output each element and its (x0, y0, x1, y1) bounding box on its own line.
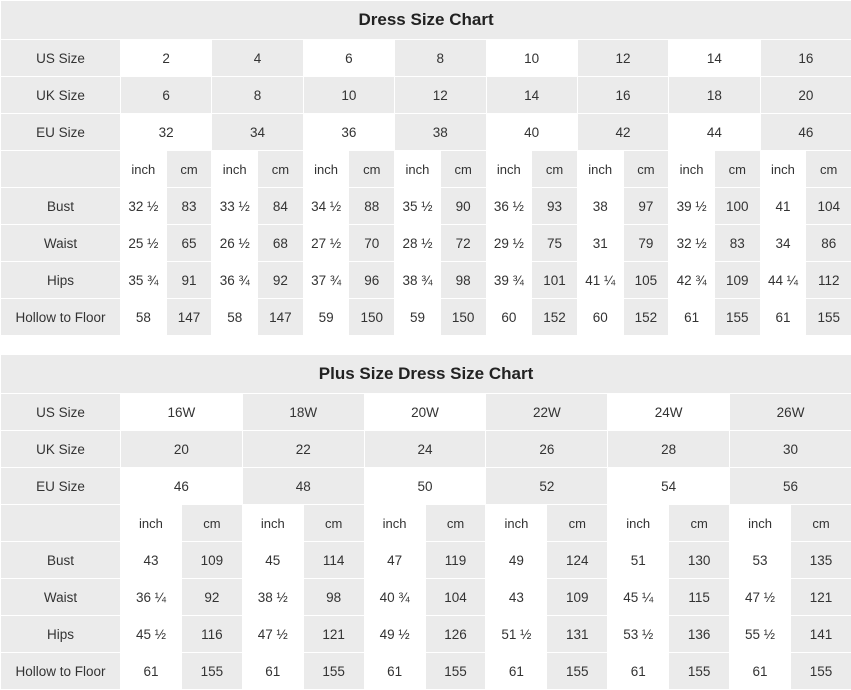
measure-value: 90 (440, 188, 486, 225)
measure-value: 47 ½ (242, 616, 303, 653)
measure-value: 49 (486, 542, 547, 579)
measure-value: 61 (669, 299, 715, 336)
unit-label: cm (440, 151, 486, 188)
size-value: 36 (303, 114, 394, 151)
measure-value: 51 (608, 542, 669, 579)
measure-value: 68 (258, 225, 304, 262)
unit-label: inch (303, 151, 349, 188)
row-label: UK Size (1, 431, 121, 468)
size-value: 38 (395, 114, 486, 151)
measure-value: 43 (486, 579, 547, 616)
size-value: 42 (577, 114, 668, 151)
measure-value: 43 (121, 542, 182, 579)
size-value: 16W (121, 394, 243, 431)
unit-label: inch (212, 151, 258, 188)
measure-value: 58 (212, 299, 258, 336)
measure-value: 41 (760, 188, 806, 225)
unit-label: inch (577, 151, 623, 188)
measure-value: 88 (349, 188, 395, 225)
measure-value: 45 (242, 542, 303, 579)
measure-value: 75 (532, 225, 578, 262)
chart-title-row (1, 1, 851, 40)
measure-value: 32 ½ (669, 225, 715, 262)
size-value: 32 (121, 114, 212, 151)
measure-row (1, 616, 851, 653)
measure-value: 147 (258, 299, 304, 336)
size-value: 24W (608, 394, 730, 431)
chart-title: Plus Size Dress Size Chart (1, 355, 851, 394)
measure-row (1, 262, 851, 299)
measure-value: 116 (181, 616, 242, 653)
measure-value: 155 (425, 653, 486, 690)
size-value: 14 (486, 77, 577, 114)
measure-value: 93 (532, 188, 578, 225)
measure-value: 121 (790, 579, 851, 616)
size-value: 20 (760, 77, 851, 114)
measure-value: 45 ½ (121, 616, 182, 653)
measure-value: 115 (669, 579, 730, 616)
size-value: 6 (121, 77, 212, 114)
measure-value: 39 ¾ (486, 262, 532, 299)
measure-value: 91 (166, 262, 212, 299)
measure-value: 109 (547, 579, 608, 616)
unit-label: cm (532, 151, 578, 188)
row-label: Hollow to Floor (1, 653, 121, 690)
measure-value: 130 (669, 542, 730, 579)
row-label: Waist (1, 579, 121, 616)
measure-value: 86 (806, 225, 851, 262)
measure-value: 155 (181, 653, 242, 690)
unit-label: cm (623, 151, 669, 188)
unit-row (1, 151, 851, 188)
measure-value: 109 (181, 542, 242, 579)
unit-label: cm (547, 505, 608, 542)
measure-value: 35 ¾ (121, 262, 167, 299)
measure-value: 38 (577, 188, 623, 225)
measure-value: 32 ½ (121, 188, 167, 225)
unit-label: cm (349, 151, 395, 188)
measure-value: 83 (714, 225, 760, 262)
measure-value: 121 (303, 616, 364, 653)
size-value: 44 (669, 114, 760, 151)
unit-label: inch (395, 151, 441, 188)
row-label: EU Size (1, 114, 121, 151)
size-value: 16 (760, 40, 851, 77)
measure-value: 36 ¾ (212, 262, 258, 299)
unit-label: cm (669, 505, 730, 542)
measure-value: 33 ½ (212, 188, 258, 225)
size-row (1, 468, 851, 505)
size-value: 18 (669, 77, 760, 114)
measure-value: 41 ¼ (577, 262, 623, 299)
size-value: 6 (303, 40, 394, 77)
size-value: 18W (242, 394, 364, 431)
size-value: 22 (242, 431, 364, 468)
measure-value: 150 (349, 299, 395, 336)
size-row (1, 77, 851, 114)
measure-value: 36 ¼ (121, 579, 182, 616)
row-label: Hollow to Floor (1, 299, 121, 336)
plus-size-dress-size-chart-table (0, 354, 851, 690)
row-label (1, 151, 121, 188)
measure-value: 135 (790, 542, 851, 579)
size-value: 8 (395, 40, 486, 77)
measure-value: 38 ¾ (395, 262, 441, 299)
chart-separator (0, 336, 851, 354)
measure-row (1, 225, 851, 262)
size-value: 28 (608, 431, 730, 468)
measure-value: 61 (730, 653, 791, 690)
unit-label: inch (730, 505, 791, 542)
measure-value: 84 (258, 188, 304, 225)
measure-value: 155 (303, 653, 364, 690)
size-value: 10 (486, 40, 577, 77)
measure-value: 114 (303, 542, 364, 579)
measure-value: 25 ½ (121, 225, 167, 262)
measure-value: 92 (258, 262, 304, 299)
measure-row (1, 188, 851, 225)
measure-value: 96 (349, 262, 395, 299)
measure-value: 61 (760, 299, 806, 336)
measure-value: 65 (166, 225, 212, 262)
measure-value: 47 ½ (730, 579, 791, 616)
unit-row (1, 505, 851, 542)
row-label (1, 505, 121, 542)
unit-label: inch (669, 151, 715, 188)
measure-value: 26 ½ (212, 225, 258, 262)
measure-value: 147 (166, 299, 212, 336)
measure-value: 61 (364, 653, 425, 690)
unit-label: cm (181, 505, 242, 542)
size-value: 52 (486, 468, 608, 505)
measure-value: 47 (364, 542, 425, 579)
measure-value: 98 (440, 262, 486, 299)
size-value: 46 (760, 114, 851, 151)
row-label: Hips (1, 616, 121, 653)
size-value: 20 (121, 431, 243, 468)
measure-value: 104 (806, 188, 851, 225)
measure-value: 55 ½ (730, 616, 791, 653)
unit-label: inch (486, 505, 547, 542)
size-value: 30 (730, 431, 851, 468)
measure-value: 60 (577, 299, 623, 336)
measure-value: 59 (395, 299, 441, 336)
dress-size-chart-table (0, 0, 851, 336)
size-value: 48 (242, 468, 364, 505)
measure-value: 152 (532, 299, 578, 336)
chart-title: Dress Size Chart (1, 1, 851, 40)
unit-label: cm (790, 505, 851, 542)
measure-value: 72 (440, 225, 486, 262)
measure-value: 53 (730, 542, 791, 579)
size-value: 22W (486, 394, 608, 431)
measure-row (1, 542, 851, 579)
size-value: 24 (364, 431, 486, 468)
size-value: 50 (364, 468, 486, 505)
measure-value: 35 ½ (395, 188, 441, 225)
measure-value: 141 (790, 616, 851, 653)
measure-value: 136 (669, 616, 730, 653)
size-value: 34 (212, 114, 303, 151)
size-row (1, 114, 851, 151)
unit-label: cm (806, 151, 851, 188)
measure-value: 37 ¾ (303, 262, 349, 299)
size-value: 8 (212, 77, 303, 114)
measure-value: 124 (547, 542, 608, 579)
measure-value: 61 (486, 653, 547, 690)
size-value: 14 (669, 40, 760, 77)
size-value: 4 (212, 40, 303, 77)
row-label: Hips (1, 262, 121, 299)
measure-value: 51 ½ (486, 616, 547, 653)
measure-value: 34 (760, 225, 806, 262)
unit-label: inch (242, 505, 303, 542)
measure-value: 34 ½ (303, 188, 349, 225)
measure-value: 98 (303, 579, 364, 616)
size-value: 56 (730, 468, 851, 505)
measure-row (1, 579, 851, 616)
measure-value: 49 ½ (364, 616, 425, 653)
size-value: 16 (577, 77, 668, 114)
size-value: 26 (486, 431, 608, 468)
size-value: 46 (121, 468, 243, 505)
size-row (1, 40, 851, 77)
measure-value: 36 ½ (486, 188, 532, 225)
measure-value: 155 (714, 299, 760, 336)
measure-value: 155 (806, 299, 851, 336)
unit-label: cm (714, 151, 760, 188)
size-value: 40 (486, 114, 577, 151)
row-label: Bust (1, 542, 121, 579)
dress-size-chart (0, 0, 851, 336)
size-value: 12 (395, 77, 486, 114)
measure-value: 38 ½ (242, 579, 303, 616)
measure-value: 28 ½ (395, 225, 441, 262)
unit-label: inch (760, 151, 806, 188)
measure-value: 61 (121, 653, 182, 690)
size-value: 12 (577, 40, 668, 77)
measure-value: 44 ¼ (760, 262, 806, 299)
measure-value: 104 (425, 579, 486, 616)
measure-value: 101 (532, 262, 578, 299)
measure-value: 155 (790, 653, 851, 690)
unit-label: inch (121, 505, 182, 542)
measure-value: 105 (623, 262, 669, 299)
row-label: Bust (1, 188, 121, 225)
unit-label: cm (258, 151, 304, 188)
measure-value: 40 ¾ (364, 579, 425, 616)
unit-label: cm (425, 505, 486, 542)
size-value: 26W (730, 394, 851, 431)
measure-value: 150 (440, 299, 486, 336)
measure-value: 152 (623, 299, 669, 336)
measure-value: 39 ½ (669, 188, 715, 225)
row-label: Waist (1, 225, 121, 262)
measure-value: 119 (425, 542, 486, 579)
measure-value: 79 (623, 225, 669, 262)
measure-value: 27 ½ (303, 225, 349, 262)
plus-size-dress-size-chart (0, 354, 851, 690)
size-value: 10 (303, 77, 394, 114)
unit-label: inch (121, 151, 167, 188)
measure-value: 100 (714, 188, 760, 225)
chart-title-row (1, 355, 851, 394)
unit-label: cm (303, 505, 364, 542)
measure-value: 109 (714, 262, 760, 299)
unit-label: inch (486, 151, 532, 188)
measure-value: 58 (121, 299, 167, 336)
size-value: 2 (121, 40, 212, 77)
measure-row (1, 299, 851, 336)
measure-value: 45 ¼ (608, 579, 669, 616)
measure-value: 155 (669, 653, 730, 690)
unit-label: cm (166, 151, 212, 188)
measure-value: 42 ¾ (669, 262, 715, 299)
size-value: 20W (364, 394, 486, 431)
measure-value: 92 (181, 579, 242, 616)
row-label: EU Size (1, 468, 121, 505)
unit-label: inch (608, 505, 669, 542)
unit-label: inch (364, 505, 425, 542)
measure-value: 60 (486, 299, 532, 336)
measure-value: 31 (577, 225, 623, 262)
measure-value: 83 (166, 188, 212, 225)
measure-value: 59 (303, 299, 349, 336)
measure-value: 126 (425, 616, 486, 653)
row-label: UK Size (1, 77, 121, 114)
size-value: 54 (608, 468, 730, 505)
measure-value: 53 ½ (608, 616, 669, 653)
measure-row (1, 653, 851, 690)
size-row (1, 394, 851, 431)
measure-value: 155 (547, 653, 608, 690)
measure-value: 131 (547, 616, 608, 653)
measure-value: 61 (608, 653, 669, 690)
measure-value: 112 (806, 262, 851, 299)
measure-value: 61 (242, 653, 303, 690)
measure-value: 70 (349, 225, 395, 262)
measure-value: 97 (623, 188, 669, 225)
measure-value: 29 ½ (486, 225, 532, 262)
size-row (1, 431, 851, 468)
row-label: US Size (1, 394, 121, 431)
row-label: US Size (1, 40, 121, 77)
